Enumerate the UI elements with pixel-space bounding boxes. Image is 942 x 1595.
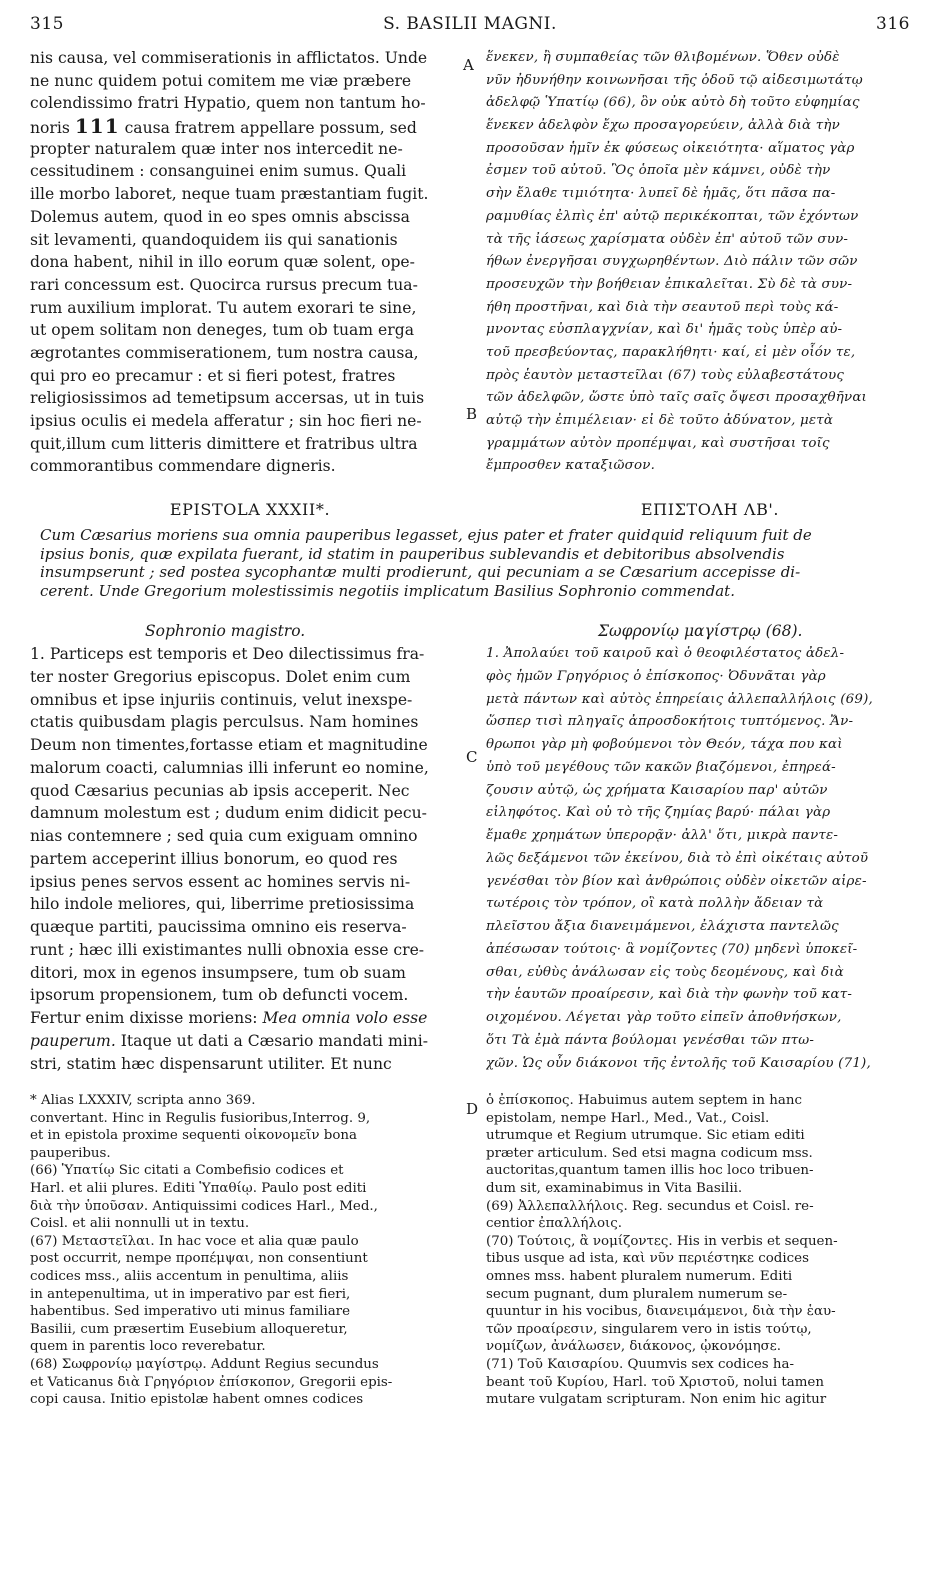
- latin-line: nis causa, vel commiserationis in afflictatos. Unde: [30, 49, 428, 67]
- latin-epistle-title: EPISTOLA XXXII*.: [169, 500, 331, 519]
- running-header: [30, 14, 910, 40]
- latin-line: ægrotantes commiserationem, tum nostra causa,: [30, 343, 419, 362]
- footnote-line: ὁ ἐπίσκοπος. Habuimus autem septem in hanc: [486, 1093, 802, 1108]
- greek-line: οιχομένου. Λέγεται γὰρ τοῦτο εἰπεῖν ἀποθνήσκων,: [486, 1010, 842, 1025]
- footnote-line: centior ἐπαλλήλοις.: [486, 1216, 623, 1232]
- latin-line: Dolemus autem, quod in eo spes omnis abscissa: [30, 207, 410, 226]
- latin-line: 1. Particeps est temporis et Deo dilectissimus fra-: [30, 645, 425, 663]
- greek-line: ὑπὸ τοῦ μεγέθους τῶν κακῶν βιαζόμενοι, ἐπηρεά-: [486, 759, 836, 775]
- margin-letter-c: C: [466, 748, 478, 766]
- greek-line: ἔμαθε χρημάτων ὑπερορᾷν· ἀλλ' ὅτι, μικρὰ παντε-: [486, 828, 839, 843]
- greek-column-body: [486, 643, 910, 1075]
- summary-line: cerent. Unde Gregorium molestissimis negotiis implicatum Basilius Sophronio commendat.: [40, 581, 735, 600]
- footnote-line: beant τοῦ Κυρίου, Harl. τοῦ Χριστοῦ, nolui tamen: [486, 1374, 824, 1390]
- latin-fragment: Itaque ut dati a Cæsario mandati mini-: [120, 1031, 429, 1050]
- greek-line: εἰληφότος. Καὶ οὐ τὸ τῆς ζημίας βαρύ· πάλαι γὰρ: [486, 805, 831, 821]
- greek-line: τωτέροις τὸν τρόπον, οἳ κατὰ πολλὴν ἄδειαν τὰ: [486, 896, 824, 912]
- greek-line: αὐτῷ τὴν ἐπιμέλειαν· εἰ δὲ τοῦτο ἀδύνατον, μετὰ: [486, 413, 834, 428]
- greek-line: ἕνεκεν, ἢ συμπαθείας τῶν θλιβομένων. Ὅθεν οὐδὲ: [486, 50, 840, 65]
- footnotes-left: [30, 1092, 456, 1409]
- latin-line: runt ; hæc illi existimantes nulli obnoxia esse cre-: [30, 940, 425, 959]
- greek-line: ραμυθίας ἐλπὶς ἐπ' αὐτῷ περικέκοπται, τῶν ἐχόντων: [486, 208, 859, 224]
- footnote-line: codices mss., aliis accentum in penultima, aliis: [30, 1268, 349, 1284]
- latin-line: ut opem solitam non deneges, tum ob tuam erga: [30, 321, 415, 340]
- latin-line: omnibus et ipse injuriis continuis, velut inexspe-: [30, 690, 413, 709]
- greek-line: ὥσπερ τισὶ πληγαῖς ἀπροσδοκήτοις τυπτόμενος. Ἄν-: [486, 714, 854, 730]
- greek-line: φὸς ἡμῶν Γρηγόριος ὁ ἐπίσκοπος· Ὀδυνᾶται γὰρ: [486, 668, 826, 684]
- latin-line: partem acceperint illius bonorum, eo quod res: [30, 849, 398, 868]
- footnote-line: quem in parentis loco reverebatur.: [30, 1339, 266, 1355]
- footnote-line: post occurrit, nempe προπέμψαι, non consentiunt: [30, 1251, 368, 1267]
- greek-line: μνοντας εὐσπλαγχνίαν, καὶ δι' ἡμᾶς τοὺς ὑπὲρ αὐ-: [486, 322, 843, 338]
- latin-fragment: causa fratrem appellare possum, sed: [124, 119, 417, 138]
- footnote-line: et in epistola proxime sequenti οἰκονομεῖν bona: [30, 1128, 358, 1144]
- latin-line: nias contemnere ; sed quia cum exiguam omnino: [30, 827, 418, 845]
- footnote-line: convertant. Hinc in Regulis fusioribus,Interrog. 9,: [30, 1110, 371, 1126]
- latin-line: rum auxilium implorat. Tu autem exorari te sine,: [30, 298, 417, 317]
- footnote-line: (67) Μεταστεῖλαι. In hac voce et alia quæ paulo: [30, 1233, 359, 1249]
- footnote-line: (71) Τοῦ Καισαρίου. Quumvis sex codices ha-: [486, 1356, 795, 1372]
- footnote-line: secum pugnant, dum pluralem numerum se-: [486, 1286, 788, 1302]
- latin-line: ipsorum propensionem, tum ob defuncti vocem.: [30, 986, 409, 1005]
- greek-line: πρὸς ἑαυτὸν μεταστεῖλαι (67) τοὺς εὐλαβεστάτους: [486, 367, 845, 383]
- footnote-line: utrumque et Regium utrumque. Sic etiam editi: [486, 1128, 805, 1144]
- latin-line: ne nunc quidem potui comitem me viæ præbere: [30, 71, 412, 90]
- footnote-line: Coisl. et alii nonnulli ut in textu.: [30, 1216, 250, 1232]
- latin-line: religiosissimos ad temetipsum accersas, ut in tuis: [30, 389, 425, 408]
- footnote-line: et Vaticanus διὰ Γρηγόριον ἐπίσκοπον, Gregorii epis-: [30, 1374, 393, 1390]
- greek-line: πλεῖστου ἄξια διανειμάμενοι, ἐλάχιστα παντελῶς: [486, 919, 839, 934]
- latin-line: ille morbo laboret, neque tuam præstantiam fugit.: [30, 185, 429, 204]
- greek-line: ἀπέσωσαν τούτοις· ἃ νομίζοντες (70) μηδενὶ ὑποκεῖ-: [486, 941, 858, 957]
- greek-line: προσοῦσαν ἡμῖν ἐκ φύσεως οἰκειότητα· αἵματος γὰρ: [486, 140, 855, 156]
- greek-line: ἔμπροσθεν καταξιῶσον.: [486, 458, 656, 474]
- greek-line: ἐσμεν τοῦ αὐτοῦ. Ὃς ὁποῖα μὲν κάμνει, οὐδὲ τὴν: [486, 163, 831, 179]
- latin-line: quod Cæsarius pecunias ab ipsis acceperit. Nec: [30, 781, 410, 800]
- greek-line: μετὰ πάντων καὶ αὐτὸς ἐπηρείαις ἀλλεπαλλήλοις (69),: [486, 691, 873, 707]
- footnote-line: (69) Ἀλλεπαλλήλοις. Reg. secundus et Coisl. re-: [486, 1198, 814, 1214]
- greek-line: προσευχῶν τὴν βοήθειαν ἐπικαλεῖται. Σὺ δὲ τὰ συν-: [486, 276, 853, 292]
- margin-letter-a: A: [463, 56, 474, 74]
- footnote-line: omnes mss. habent pluralem numerum. Editi: [486, 1268, 793, 1284]
- greek-line: ἀδελφῷ Ὑπατίῳ (66), ὃν οὐκ αὐτὸ δὴ τοῦτο εὐφημίας: [486, 95, 860, 111]
- greek-line: τὴν ἑαυτῶν προαίρεσιν, καὶ διὰ τὴν φωνὴν τοῦ κατ-: [486, 987, 853, 1003]
- summary-line: ipsius bonis, quæ expilata fuerant, id statim in pauperibus sublevandis et debitoribus absolvendis: [40, 544, 785, 563]
- greek-line: 1. Ἀπολαύει τοῦ καιροῦ καὶ ὁ θεοφιλέστατος ἀδελ-: [486, 646, 845, 661]
- latin-line: ipsius penes servos essent ac homines servis ni-: [30, 872, 411, 891]
- footnotes-right: [486, 1092, 910, 1409]
- page-number-left: 315: [30, 14, 64, 34]
- latin-line: ter noster Gregorius episcopus. Dolet enim cum: [30, 667, 411, 686]
- greek-line: θρωποι γὰρ μὴ φοβούμενοι τὸν Θεόν, τάχα που καὶ: [486, 737, 843, 752]
- footnote-line: mutare vulgatam scripturam. Non enim hic agitur: [486, 1392, 827, 1408]
- latin-line: dona habent, nihil in illo eorum quæ solent, ope-: [30, 253, 415, 272]
- footnote-line: epistolam, nempe Harl., Med., Vat., Coisl.: [486, 1110, 770, 1126]
- greek-column-upper: [486, 47, 910, 478]
- greek-line: νῦν ἠδυνήθην κοινωνῆσαι τῆς ὁδοῦ τῷ αἰδεσιμωτάτῳ: [486, 72, 863, 88]
- latin-line: quit,illum cum litteris dimittere et fratribus ultra: [30, 434, 418, 453]
- footnote-line: dum sit, examinabimus in Vita Basilii.: [486, 1180, 743, 1196]
- footnote-line: præter articulum. Sed etsi magna codicum mss.: [486, 1145, 813, 1161]
- latin-fragment: Fertur enim dixisse moriens:: [30, 1009, 258, 1027]
- footnote-line: pauperibus.: [30, 1145, 111, 1161]
- latin-line: rari concessum est. Quocirca rursus precum tua-: [30, 275, 418, 294]
- summary-line: insumpserunt ; sed postea sycophantæ multi prodierunt, qui pecuniam a se Cæsarium accepisse di-: [40, 563, 801, 581]
- latin-line: quæque partiti, paucissima omnino eis reserva-: [30, 918, 407, 936]
- footnote-line: copi causa. Initio epistolæ habent omnes codices: [30, 1392, 364, 1408]
- latin-quote: Mea omnia volo esse: [262, 1009, 428, 1027]
- greek-line: γενέσθαι τὸν βίον καὶ ἀνθρώποις οὐδὲν οἰκετῶν αἱρε-: [486, 873, 867, 889]
- latin-column-body: [30, 643, 456, 1075]
- greek-line: τῶν ἀδελφῶν, ὥστε ὑπὸ ταῖς σαῖς ὄψεσι προσαχθῆναι: [486, 390, 868, 406]
- latin-line: damnum molestum est ; dudum enim didicit pecu-: [30, 804, 427, 823]
- latin-line: commorantibus commendare digneris.: [30, 457, 336, 476]
- latin-line: ipsius oculis ei medela afferatur ; sin hoc fieri ne-: [30, 412, 422, 430]
- latin-line: Deum non timentes,fortasse etiam et magnitudine: [30, 736, 428, 754]
- margin-letter-d: D: [466, 1100, 479, 1118]
- footnote-line: (68) Σωφρονίῳ μαγίστρῳ. Addunt Regius secundus: [30, 1356, 379, 1372]
- footnote-line: Basilii, cum præsertim Eusebium alloqueretur,: [30, 1321, 348, 1337]
- latin-line: hilo indole meliores, qui, liberrime pretiosissima: [30, 895, 415, 914]
- latin-line-with-quote: [30, 1030, 456, 1053]
- greek-epistle-title: ΕΠΙΣΤΟΛΗ ΛΒ'.: [640, 500, 780, 519]
- latin-line: stri, statim hæc dispensarunt utiliter. Et nunc: [30, 1054, 392, 1073]
- epistle-summary: [40, 526, 910, 600]
- latin-line: propter naturalem quæ inter nos intercedit ne-: [30, 139, 403, 158]
- latin-fragment: noris: [30, 119, 70, 138]
- greek-line: χῶν. Ὡς οὖν διάκονοι τῆς ἐντολῆς τοῦ Καισαρίου (71),: [486, 1055, 871, 1071]
- latin-line: sit levamenti, quandoquidem iis qui sanationis: [30, 230, 398, 249]
- greek-line: τοῦ πρεσβεύοντας, παρακλήθητι· καί, εἰ μὲν οἷόν τε,: [486, 344, 856, 360]
- footnote-line: (66) Ὑπατίῳ Sic citati a Combefisio codices et: [30, 1163, 344, 1179]
- margin-letter-b: B: [466, 405, 478, 423]
- latin-line: colendissimo fratri Hypatio, quem non tantum ho-: [30, 94, 426, 113]
- greek-line: σθαι, εὐθὺς ἀνάλωσαν εἰς τοὺς δεομένους, καὶ διὰ: [486, 964, 844, 980]
- footnote-line: * Alias LXXXIV, scripta anno 369.: [30, 1093, 256, 1108]
- summary-line: Cum Cæsarius moriens sua omnia pauperibus legasset, ejus pater et frater quidquid reliquum fuit de: [40, 526, 812, 544]
- footnote-line: in antepenultima, ut in imperativo par est fieri,: [30, 1286, 351, 1302]
- latin-line: qui pro eo precamur : et si fieri potest, fratres: [30, 366, 396, 385]
- footnote-line: διὰ τὴν ὑποῦσαν. Antiquissimi codices Harl., Med.,: [30, 1198, 378, 1214]
- latin-column-upper: [30, 47, 456, 478]
- greek-line: γραμμάτων αὐτὸν προπέμψαι, καὶ συστῆσαι τοῖς: [486, 435, 830, 451]
- greek-line: ζουσιν αὐτῷ, ὡς χρήματα Καισαρίου παρ' αὐτῶν: [486, 782, 828, 798]
- footnote-line: νομίζων, ἀνάλωσεν, διάκονος, ᾠκονόμησε.: [486, 1339, 781, 1355]
- latin-line: cessitudinem : consanguinei enim sumus. Quali: [30, 162, 407, 181]
- latin-quote: pauperum.: [30, 1031, 116, 1050]
- latin-line-with-marker: [30, 115, 456, 138]
- greek-line: σὴν ἔλαθε τιμιότητα· λυπεῖ δὲ ἡμᾶς, ὅτι πᾶσα πα-: [486, 186, 836, 202]
- footnote-line: auctoritas,quantum tamen illis hoc loco tribuen-: [486, 1163, 814, 1179]
- footnote-line: habentibus. Sed imperativo uti minus familiare: [30, 1304, 351, 1320]
- footnote-line: quuntur in his vocibus, διανειμάμενοι, διὰ τὴν ἑαυ-: [486, 1304, 836, 1320]
- greek-line: λῶς δεξάμενοι τῶν ἐκείνου, διὰ τὸ ἐπὶ οἰκέταις αὐτοῦ: [486, 850, 869, 866]
- latin-line: ctatis quibusdam plagis perculsus. Nam homines: [30, 713, 419, 732]
- latin-line: ditori, mox in egenos insumpsere, tum ob suam: [30, 963, 406, 982]
- latin-line: malorum coacti, calumnias illi inferunt eo nomine,: [30, 758, 429, 777]
- greek-address: Σωφρονίῳ μαγίστρῳ (68).: [598, 622, 803, 640]
- page-number-right: 316: [876, 14, 910, 34]
- footnote-line: τῶν προαίρεσιν, singularem vero in istis τούτῳ,: [486, 1321, 812, 1337]
- footnote-line: Harl. et alii plures. Editi Ὑπαθίῳ. Paulo post editi: [30, 1180, 367, 1196]
- column-marker: 111: [74, 115, 120, 138]
- greek-line: ὅτι Τὰ ἐμὰ πάντα βούλομαι γενέσθαι τῶν πτω-: [486, 1032, 815, 1048]
- greek-line: τὰ τῆς ἰάσεως χαρίσματα οὐδὲν ἐπ' αὐτοῦ τῶν συν-: [486, 231, 849, 247]
- greek-line: ἕνεκεν ἀδελφὸν ἔχω προσαγορεύειν, ἀλλὰ διὰ τὴν: [486, 118, 840, 134]
- greek-line: ήθη προστῆναι, καὶ διὰ τὴν σεαυτοῦ περὶ τοὺς κά-: [486, 299, 839, 315]
- greek-line: ήθων ἐνεργῆσαι συγχωρηθέντων. Διὸ πάλιν τῶν σῶν: [486, 254, 858, 270]
- footnote-line: (70) Τούτοις, ἃ νομίζοντες. His in verbis et sequen-: [486, 1233, 838, 1249]
- footnote-line: tibus usque ad ista, καὶ νῦν περιέστηκε codices: [486, 1251, 809, 1267]
- latin-address: Sophronio magistro.: [145, 622, 306, 640]
- latin-line-with-quote: [30, 1007, 456, 1030]
- running-title: S. BASILII MAGNI.: [383, 14, 557, 34]
